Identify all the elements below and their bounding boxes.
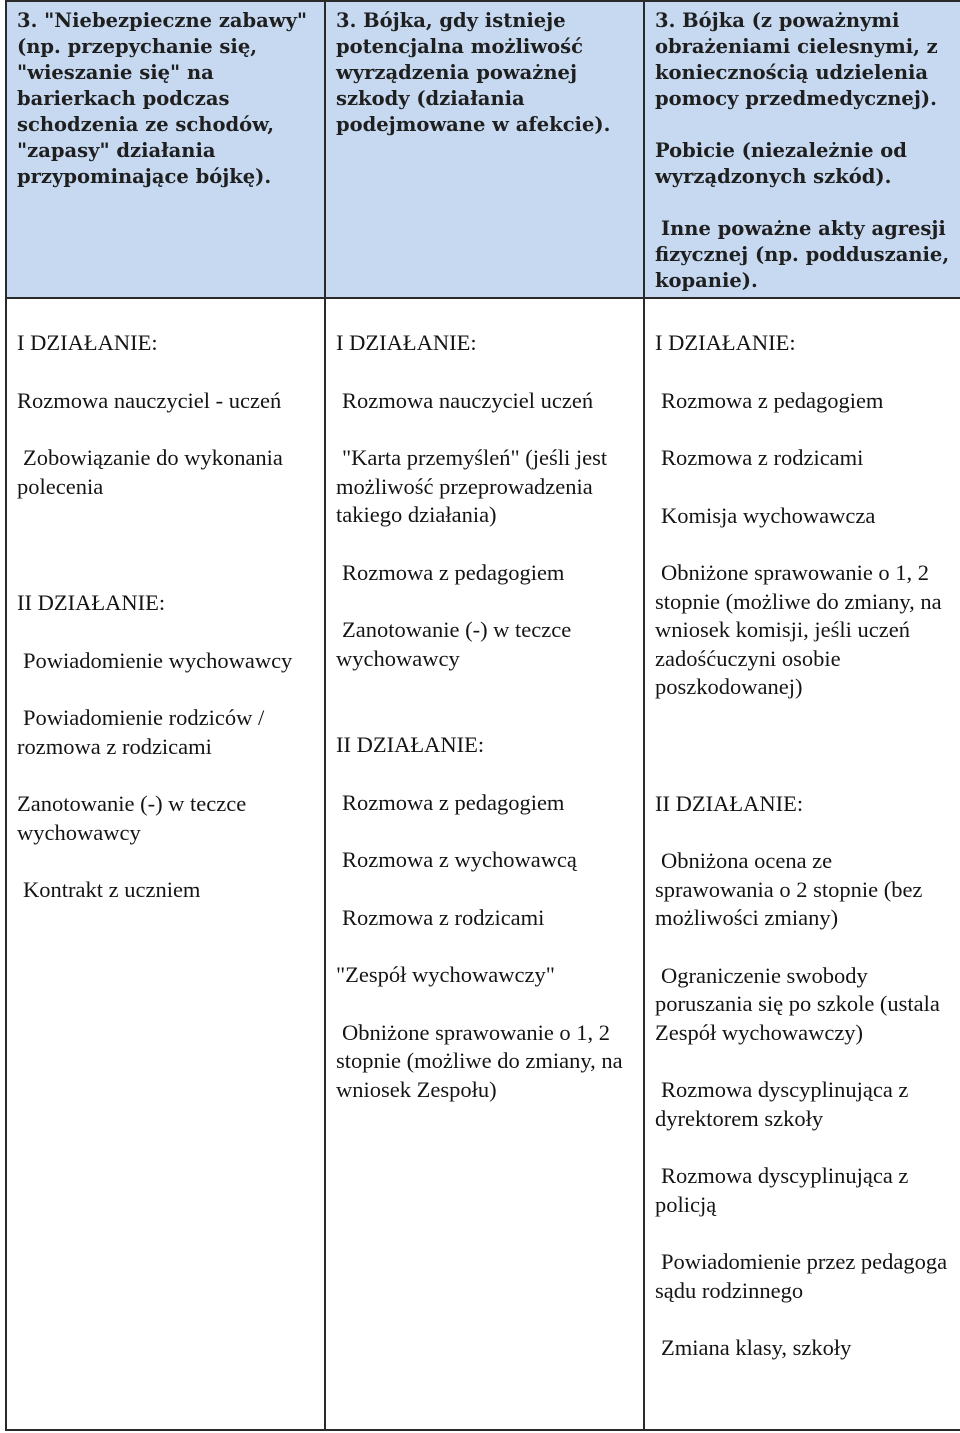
- action-item: Powiadomienie przez pedagoga sądu rodzinnego: [655, 1249, 948, 1303]
- action-label-1: I DZIAŁANIE:: [336, 330, 477, 355]
- action-item: Zanotowanie (-) w teczce wychowawcy: [17, 791, 247, 845]
- action-item: Obniżone sprawowanie o 1, 2 stopnie (możliwe do zmiany, na wniosek Zespołu): [336, 1019, 623, 1102]
- action-item: Obniżona ocena ze sprawowania o 2 stopnie (bez możliwości zmiany): [655, 848, 923, 930]
- action-item: "Karta przemyśleń" (jeśli jest możliwość przeprowadzenia takiego działania): [336, 445, 608, 527]
- header-row: [6, 1, 960, 298]
- header-cell-3: [644, 1, 960, 298]
- action-item: Obniżone sprawowanie o 1, 2 stopnie (możliwe do zmiany, na wniosek komisji, jeśli uczeń zadośćuczyni osobie poszkodowanej): [655, 560, 942, 699]
- body-cell-3: [644, 298, 960, 1430]
- action-label-2: II DZIAŁANIE:: [336, 732, 485, 757]
- header-cell-1: [6, 1, 325, 298]
- action-item: Rozmowa nauczyciel - uczeń: [17, 387, 282, 413]
- action-item: Kontrakt z uczniem: [23, 877, 201, 902]
- action-item: Zobowiązanie do wykonania polecenia: [17, 445, 283, 499]
- header-text-1: 3. "Niebezpieczne zabawy" (np. przepychanie się, "wieszanie się" na barierkach podczas schodzenia ze schodów, "zapasy" działania przypominające bójkę).: [17, 9, 308, 188]
- action-item: Zmiana klasy, szkoły: [661, 1335, 852, 1360]
- action-item: "Zespół wychowawczy": [336, 962, 555, 987]
- header-cell-2: [325, 1, 644, 298]
- action-label-2: II DZIAŁANIE:: [17, 590, 166, 615]
- header-text-3a: 3. Bójka (z poważnymi obrażeniami cielesnymi, z koniecznością udzielenia pomocy przedmedycznej).: [655, 9, 938, 110]
- action-item: Rozmowa nauczyciel uczeń: [342, 387, 594, 413]
- action-item: Powiadomienie rodziców / rozmowa z rodzicami: [17, 705, 265, 759]
- action-item: Rozmowa dyscyplinująca z dyrektorem szkoły: [655, 1077, 909, 1131]
- body-row: [6, 298, 960, 1430]
- action-item: Rozmowa z pedagogiem: [661, 387, 884, 413]
- body-cell-2: [325, 298, 644, 1430]
- procedures-table: [5, 0, 960, 1431]
- action-item: Rozmowa dyscyplinująca z policją: [655, 1163, 909, 1217]
- action-item: Rozmowa z rodzicami: [342, 904, 545, 930]
- action-item: Powiadomienie wychowawcy: [23, 647, 293, 673]
- action-item: Rozmowa z pedagogiem: [342, 789, 565, 815]
- action-label-1: I DZIAŁANIE:: [655, 330, 796, 355]
- action-label-1: I DZIAŁANIE:: [17, 330, 158, 355]
- action-item: Rozmowa z pedagogiem: [342, 559, 565, 585]
- header-text-2: 3. Bójka, gdy istnieje potencjalna możliwość wyrządzenia poważnej szkody (działania podejmowane w afekcie).: [336, 9, 611, 136]
- action-item: Ograniczenie swobody poruszania się po szkole (ustala Zespół wychowawczy): [655, 962, 940, 1045]
- header-text-3c: Inne poważne akty agresji fizycznej (np. podduszanie, kopanie).: [655, 217, 950, 292]
- header-text-3b: Pobicie (niezależnie od wyrządzonych szkód).: [655, 139, 907, 188]
- body-cell-1: [6, 298, 325, 1430]
- action-item: Rozmowa z wychowawcą: [342, 847, 577, 872]
- action-label-2: II DZIAŁANIE:: [655, 790, 804, 816]
- action-item: Zanotowanie (-) w teczce wychowawcy: [336, 617, 572, 671]
- action-item: Komisja wychowawcza: [661, 502, 876, 528]
- action-item: Rozmowa z rodzicami: [661, 445, 864, 470]
